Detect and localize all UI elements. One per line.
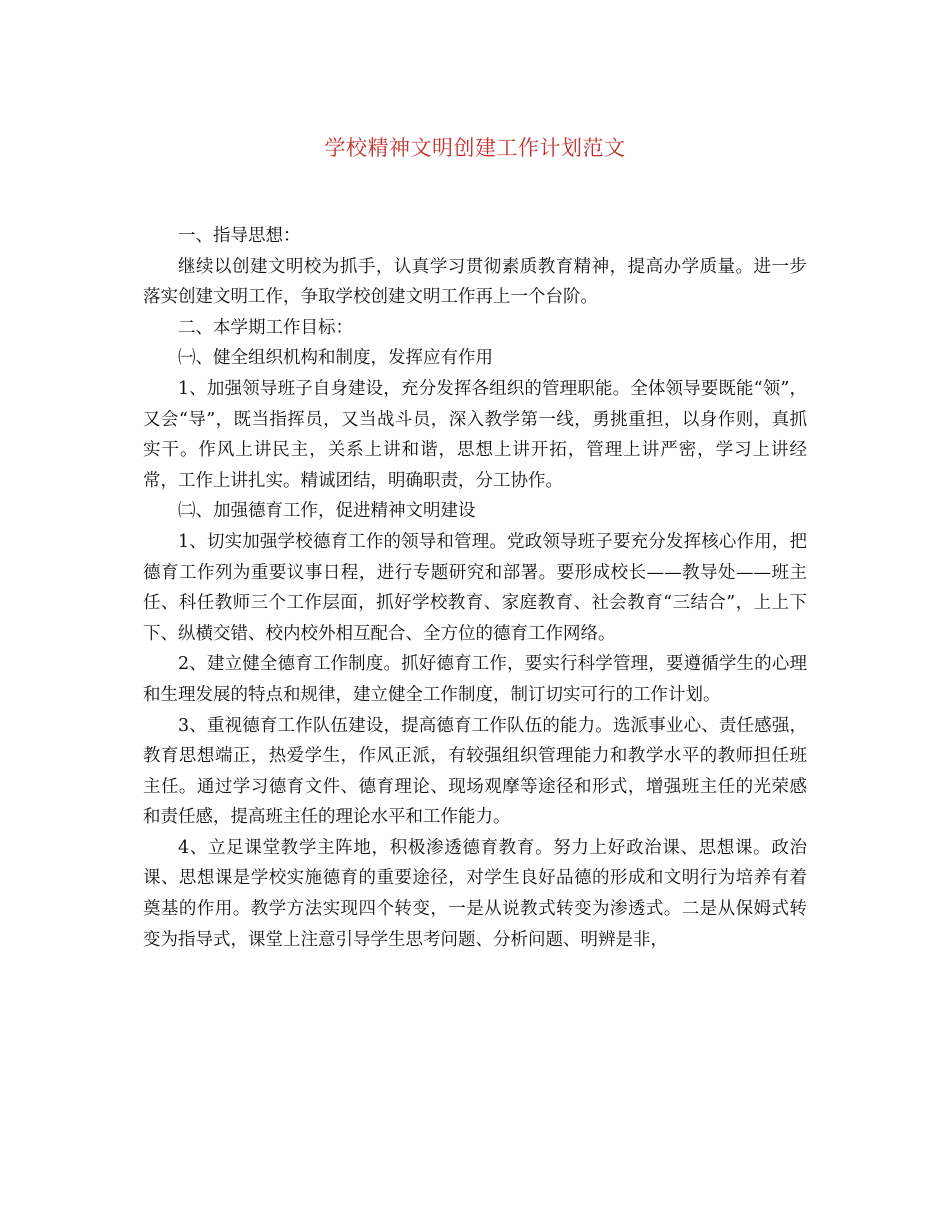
section-heading-guiding-ideology: 一、指导思想： <box>178 226 301 246</box>
paragraph: 3、重视德育工作队伍建设，提高德育工作队伍的能力。选派事业心、责任感强，教育思想端正，热爱学生，作风正派，有较强组织管理能力和教学水平的教师担任班主任。通过学习德育文件、德育理论、现场观摩等途径和形式，增强班主任的光荣感和责任感，提高班主任的理论水平和工作能力。 <box>143 715 807 828</box>
subsection-heading: ㈡、加强德育工作，促进精神文明建设 <box>178 501 476 522</box>
document-title: 学校精神文明创建工作计划范文 <box>324 136 626 160</box>
paragraph: 2、建立健全德育工作制度。抓好德育工作，要实行科学管理，要遵循学生的心理和生理发展的特点和规律，建立健全工作制度，制订切实可行的工作计划。 <box>143 654 807 705</box>
paragraph: 1、切实加强学校德育工作的领导和管理。党政领导班子要充分发挥核心作用，把德育工作列为重要议事日程，进行专题研究和部署。要形成校长——教导处——班主任、科任教师三个工作层面，抓好学校教育、家庭教育、社会教育“三结合”，上上下下、纵横交错、校内校外相互配合、全方位的德育工作网络。 <box>143 531 807 644</box>
paragraph: 4、立足课堂教学主阵地，积极渗透德育教育。努力上好政治课、思想课。政治课、思想课是学校实施德育的重要途径，对学生良好品德的形成和文明行为培养有着奠基的作用。教学方法实现四个转变，一是从说教式转变为渗透式。二是从保姆式转变为指导式，课堂上注意引导学生思考问题、分析问题、明辨是非， <box>143 837 807 950</box>
paragraph: 1、加强领导班子自身建设，充分发挥各组织的管理职能。全体领导要既能“领”，又会“导”，既当指挥员，又当战斗员，深入教学第一线，勇挑重担，以身作则，真抓实干。作风上讲民主，关系上讲和谐，思想上讲开拓，管理上讲严密，学习上讲经常，工作上讲扎实。精诚团结，明确职责，分工协作。 <box>143 378 807 491</box>
subsection-heading: ㈠、健全组织机构和制度，发挥应有作用 <box>178 348 493 369</box>
section-heading-semester-goals: 二、本学期工作目标： <box>178 317 353 338</box>
document-body <box>143 221 807 955</box>
paragraph: 继续以创建文明校为抓手，认真学习贯彻素质教育精神，提高办学质量。进一步落实创建文明工作，争取学校创建文明工作再上一个台阶。 <box>143 256 807 308</box>
